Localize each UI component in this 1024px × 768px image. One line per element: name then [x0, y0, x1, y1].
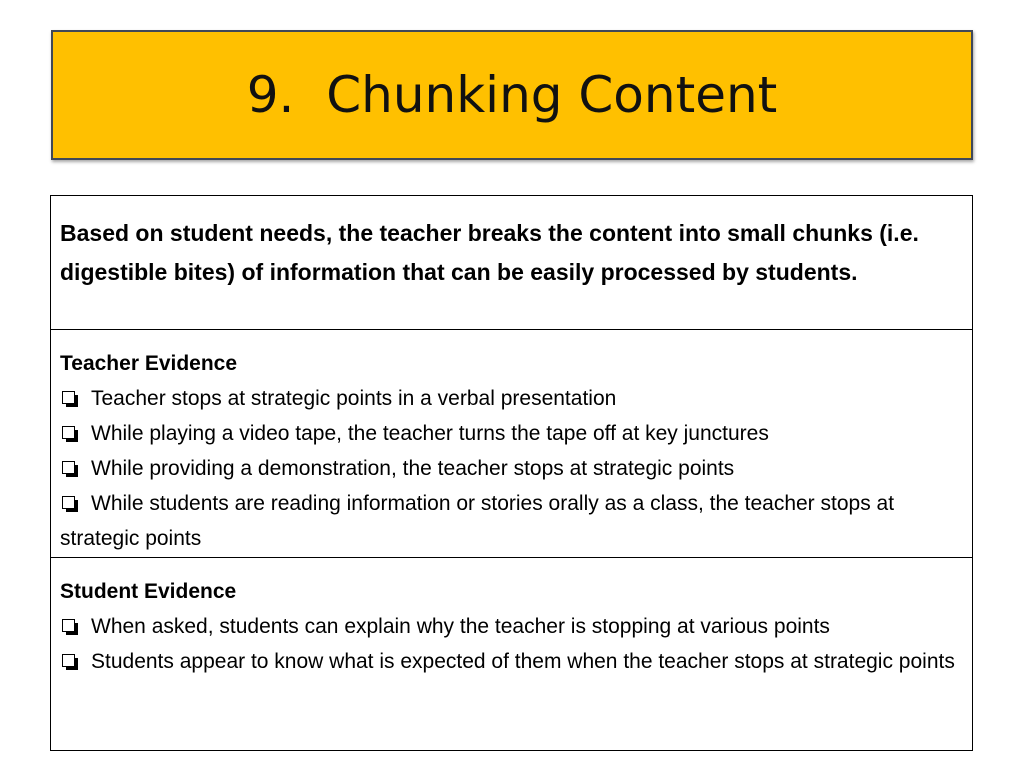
- checkbox-square-icon: [62, 654, 75, 667]
- intro-cell: [51, 196, 972, 330]
- list-item: [60, 416, 964, 451]
- checkbox-square-icon: [62, 619, 75, 632]
- title-banner: [51, 30, 973, 160]
- list-item: [60, 451, 964, 486]
- list-item: [60, 609, 964, 644]
- list-item-text: Students appear to know what is expected of them when the teacher stops at strategic points: [91, 650, 955, 673]
- teacher-evidence-cell: [51, 330, 972, 558]
- list-item: [60, 381, 964, 416]
- checkbox-square-icon: [62, 461, 75, 474]
- checkbox-square-icon: [62, 391, 75, 404]
- checkbox-square-icon: [62, 496, 75, 509]
- list-item-text: When asked, students can explain why the teacher is stopping at various points: [91, 615, 830, 638]
- student-evidence-heading: Student Evidence: [60, 580, 237, 603]
- intro-text: Based on student needs, the teacher breaks the content into small chunks (i.e. digestible bites) of information that can be easily processed by students.: [60, 220, 919, 285]
- slide-title: 9. Chunking Content: [246, 66, 778, 124]
- content-table: [50, 195, 973, 751]
- teacher-evidence-heading: Teacher Evidence: [60, 352, 238, 375]
- list-item-text: While providing a demonstration, the teacher stops at strategic points: [91, 457, 735, 480]
- list-item-text: Teacher stops at strategic points in a verbal presentation: [91, 387, 617, 410]
- list-item-text: While playing a video tape, the teacher turns the tape off at key junctures: [91, 422, 769, 445]
- student-evidence-cell: [51, 558, 972, 750]
- list-item: [60, 644, 964, 679]
- list-item-text: While students are reading information or stories orally as a class, the teacher stops at strategic points: [60, 492, 895, 550]
- checkbox-square-icon: [62, 426, 75, 439]
- list-item: [60, 486, 964, 556]
